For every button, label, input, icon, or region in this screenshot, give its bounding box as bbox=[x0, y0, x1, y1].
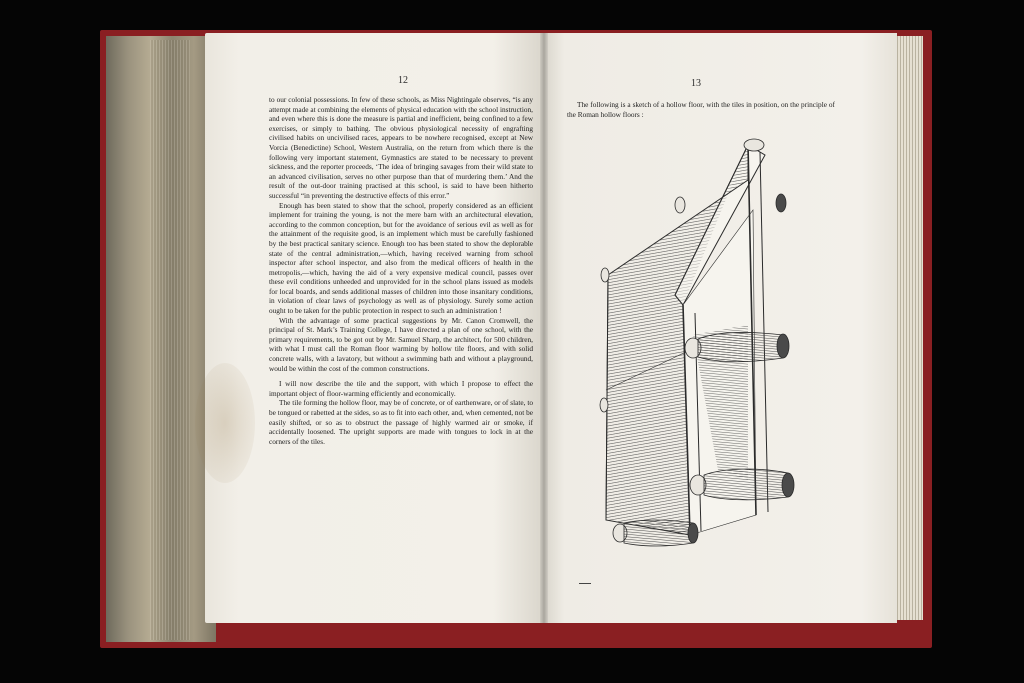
paragraph: The tile forming the hollow floor, may be of concrete, or of earthenware, or of slate, to be tongued or rabetted at the sides, so as to fit into each other, and, when cemented, not be easily shifted, or so as to obstruct the passage of highly warmed air or smoke, if accidentally loosened. The upright supports are made with tongues to lock in at the corners of the tiles. bbox=[269, 398, 533, 446]
paragraph: to our colonial possessions. In few of these schools, as Miss Nightingale observes, “is any attempt made at combining the elements of physical education with the school instruction, and even where this is done the measure is partial and inefficient, being confined to a few exercises, or simply to bathing. The obvious physiological necessity of engrafting civilised habits on uncivilised races, appears to be nowhere recognised, except at New Vorcia (Benedictine) School, Western Australia, on the return from which there is the following very important statement, Gymnastics are stated to be necessary to prevent sickness, and the reporter proceeds, ‘The idea of bringing savages from their wild state to an advanced civilisation, serves no other purpose than that of murdering them.’ And the result of the out-door training practised at this school, is said to have been hitherto successful “in preventing the destructive effects of this error.” bbox=[269, 95, 533, 200]
paragraph: Enough has been stated to show that the school, properly considered as an efficient implement for training the young, is not the mere barn with an architectural elevation, according to the common conception, but for the avoidance of serious evil as well as for the attainment of the requisite good, is an implement which must be carefully fashioned by the best practical sanitary science. Enough too has been stated to show the deplorable state of the central administration,—which, having received warning from school inspector after school inspector, and also from the medical officers of health in the metropolis,—which, having the aid of a very expensive medical council, passes over these evil conditions unheeded and unprovided for in the school plans issued as models for local boards, and sends additional masses of children into those insanitary conditions, in violation of clear laws of psychology as well as of physiology. Surely some action ought to be taken for the public protection in respect to such an administration ! bbox=[269, 200, 533, 316]
tile-corner-knob bbox=[776, 194, 786, 212]
page-number-left: 12 bbox=[398, 75, 408, 86]
book-gutter bbox=[540, 33, 548, 623]
tile-corner-knob bbox=[600, 398, 608, 412]
left-page-text bbox=[269, 95, 533, 446]
left-page bbox=[205, 33, 544, 623]
hollow-floor-illustration bbox=[598, 135, 810, 549]
margin-mark bbox=[579, 583, 591, 584]
support-post bbox=[613, 520, 698, 546]
tile-corner-knob bbox=[601, 268, 609, 282]
tile-corner-knob bbox=[744, 139, 764, 151]
page-edge-texture bbox=[150, 40, 190, 640]
paragraph: I will now describe the tile and the support, with which I propose to effect the important object of floor-warming efficiently and economically. bbox=[269, 379, 533, 398]
paper-stain bbox=[195, 363, 255, 483]
right-page bbox=[543, 33, 897, 623]
figure-caption: The following is a sketch of a hollow floor, with the tiles in position, on the principle of the Roman hollow floors : bbox=[567, 100, 835, 119]
page-edge-right bbox=[895, 36, 923, 620]
tile-corner-knob bbox=[675, 197, 685, 213]
paragraph: With the advantage of some practical suggestions by Mr. Canon Cromwell, the principal of St. Mark’s Training College, I have directed a plan of one school, with the primary requirements, to be got out by Mr. Samuel Sharp, the architect, for 500 children, with what I must call the Roman floor warming by hollow tile floors, and with solid concrete walls, with a lavatory, but without a swimming bath and without a playground, would be within the cost of the common constructions. bbox=[269, 315, 533, 373]
page-number-right: 13 bbox=[691, 78, 701, 89]
